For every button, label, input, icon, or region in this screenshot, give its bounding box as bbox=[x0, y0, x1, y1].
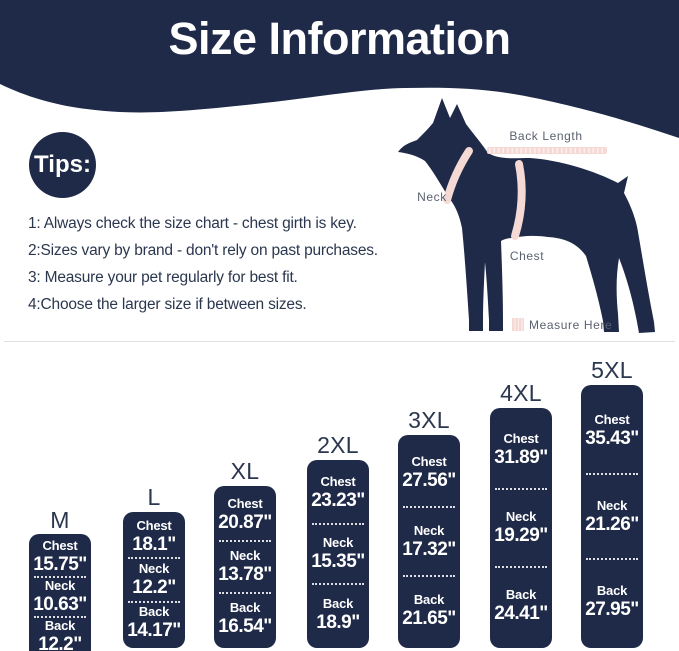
back-section bbox=[495, 566, 547, 644]
neck-row-label: Neck bbox=[413, 522, 445, 538]
chest-section bbox=[586, 389, 638, 473]
neck-section bbox=[128, 557, 180, 600]
back-value: 14.17" bbox=[127, 620, 181, 642]
neck-row-label: Neck bbox=[596, 497, 628, 513]
size-bar-group-2xl bbox=[307, 430, 369, 648]
size-bar bbox=[490, 408, 552, 648]
neck-section bbox=[219, 540, 271, 592]
chest-section bbox=[312, 464, 364, 523]
tips-list bbox=[28, 210, 398, 318]
size-label: M bbox=[50, 507, 70, 533]
size-bar bbox=[581, 385, 643, 648]
back-row-label: Back bbox=[44, 618, 76, 633]
neck-row-label: Neck bbox=[44, 578, 76, 593]
chest-row-label: Chest bbox=[594, 411, 630, 427]
page-title: Size Information bbox=[168, 13, 511, 64]
neck-section bbox=[586, 473, 638, 559]
chest-row-label: Chest bbox=[411, 453, 447, 469]
neck-row-label: Neck bbox=[322, 535, 354, 550]
size-bar-group-xl bbox=[214, 456, 276, 648]
back-row-label: Back bbox=[322, 595, 354, 611]
size-bar-group-l bbox=[123, 482, 185, 648]
chest-section bbox=[495, 412, 547, 488]
size-label: 2XL bbox=[317, 431, 359, 458]
back-section bbox=[34, 616, 86, 651]
neck-value: 12.2" bbox=[132, 576, 176, 598]
chest-value: 35.43" bbox=[585, 427, 639, 449]
measure-here-tape-icon bbox=[512, 318, 524, 331]
neck-row-label: Neck bbox=[138, 560, 170, 576]
chest-section bbox=[128, 516, 180, 557]
size-bar bbox=[123, 512, 185, 648]
section-divider bbox=[4, 341, 675, 342]
back-section bbox=[586, 558, 638, 644]
chest-row-label: Chest bbox=[42, 538, 78, 553]
back-value: 18.9" bbox=[316, 611, 360, 633]
back-row-label: Back bbox=[138, 604, 170, 620]
chest-label: Chest bbox=[509, 249, 545, 263]
back-value: 24.41" bbox=[494, 603, 548, 624]
tip-item-2: 2:Sizes vary by brand - don't rely on past purchases. bbox=[28, 242, 378, 259]
tip-item-4: 4:Choose the larger size if between sizes. bbox=[28, 296, 307, 313]
size-label: 3XL bbox=[408, 406, 450, 433]
chest-value: 31.89" bbox=[494, 447, 548, 468]
size-bar-group-m bbox=[29, 507, 91, 651]
back-section bbox=[219, 592, 271, 644]
chest-row-label: Chest bbox=[503, 431, 539, 446]
chest-value: 18.1" bbox=[132, 533, 176, 555]
back-row-label: Back bbox=[505, 587, 537, 602]
tip-item-1: 1: Always check the size chart - chest girth is key. bbox=[28, 215, 357, 232]
size-bar bbox=[29, 534, 91, 651]
size-bar-group-3xl bbox=[398, 405, 460, 648]
neck-section bbox=[403, 506, 455, 575]
size-bar-group-5xl bbox=[581, 355, 643, 648]
back-value: 21.65" bbox=[402, 607, 456, 629]
back-value: 27.95" bbox=[585, 599, 639, 621]
neck-section bbox=[34, 576, 86, 616]
back-length-label: Back Length bbox=[509, 129, 583, 143]
neck-value: 21.26" bbox=[585, 513, 639, 535]
size-label: 5XL bbox=[591, 356, 633, 383]
tips-badge-label: Tips: bbox=[34, 151, 91, 178]
back-value: 16.54" bbox=[218, 616, 272, 637]
measure-here-label: Measure Here bbox=[529, 318, 613, 332]
back-section bbox=[312, 583, 364, 644]
chest-value: 27.56" bbox=[402, 469, 456, 491]
back-section bbox=[128, 601, 180, 644]
back-row-label: Back bbox=[229, 600, 261, 615]
chest-value: 23.23" bbox=[311, 490, 365, 512]
size-label: 4XL bbox=[500, 379, 542, 406]
back-section bbox=[403, 575, 455, 644]
size-bar bbox=[214, 486, 276, 648]
chest-section bbox=[34, 538, 86, 576]
tips-badge bbox=[29, 132, 96, 198]
neck-value: 10.63" bbox=[33, 594, 87, 615]
chest-row-label: Chest bbox=[227, 496, 263, 511]
neck-label: Neck bbox=[417, 190, 447, 204]
size-label: XL bbox=[230, 457, 260, 484]
neck-value: 19.29" bbox=[494, 525, 548, 546]
chest-value: 15.75" bbox=[33, 554, 87, 575]
neck-section bbox=[312, 523, 364, 584]
back-row-label: Back bbox=[596, 583, 628, 599]
neck-section bbox=[495, 488, 547, 566]
size-bar-group-4xl bbox=[490, 378, 552, 648]
neck-value: 17.32" bbox=[402, 538, 456, 560]
chest-section bbox=[403, 439, 455, 506]
neck-row-label: Neck bbox=[229, 548, 261, 563]
chest-row-label: Chest bbox=[136, 517, 172, 533]
neck-value: 15.35" bbox=[311, 551, 365, 572]
tip-item-3: 3: Measure your pet regularly for best fit. bbox=[28, 269, 298, 286]
chest-section bbox=[219, 490, 271, 540]
chest-row-label: Chest bbox=[320, 474, 356, 490]
neck-row-label: Neck bbox=[505, 509, 537, 524]
size-bar bbox=[307, 460, 369, 648]
back-value: 12.2" bbox=[38, 634, 82, 651]
neck-value: 13.78" bbox=[218, 564, 272, 585]
size-bar bbox=[398, 435, 460, 648]
chest-value: 20.87" bbox=[218, 512, 272, 533]
size-label: L bbox=[147, 483, 161, 510]
back-row-label: Back bbox=[413, 591, 445, 607]
